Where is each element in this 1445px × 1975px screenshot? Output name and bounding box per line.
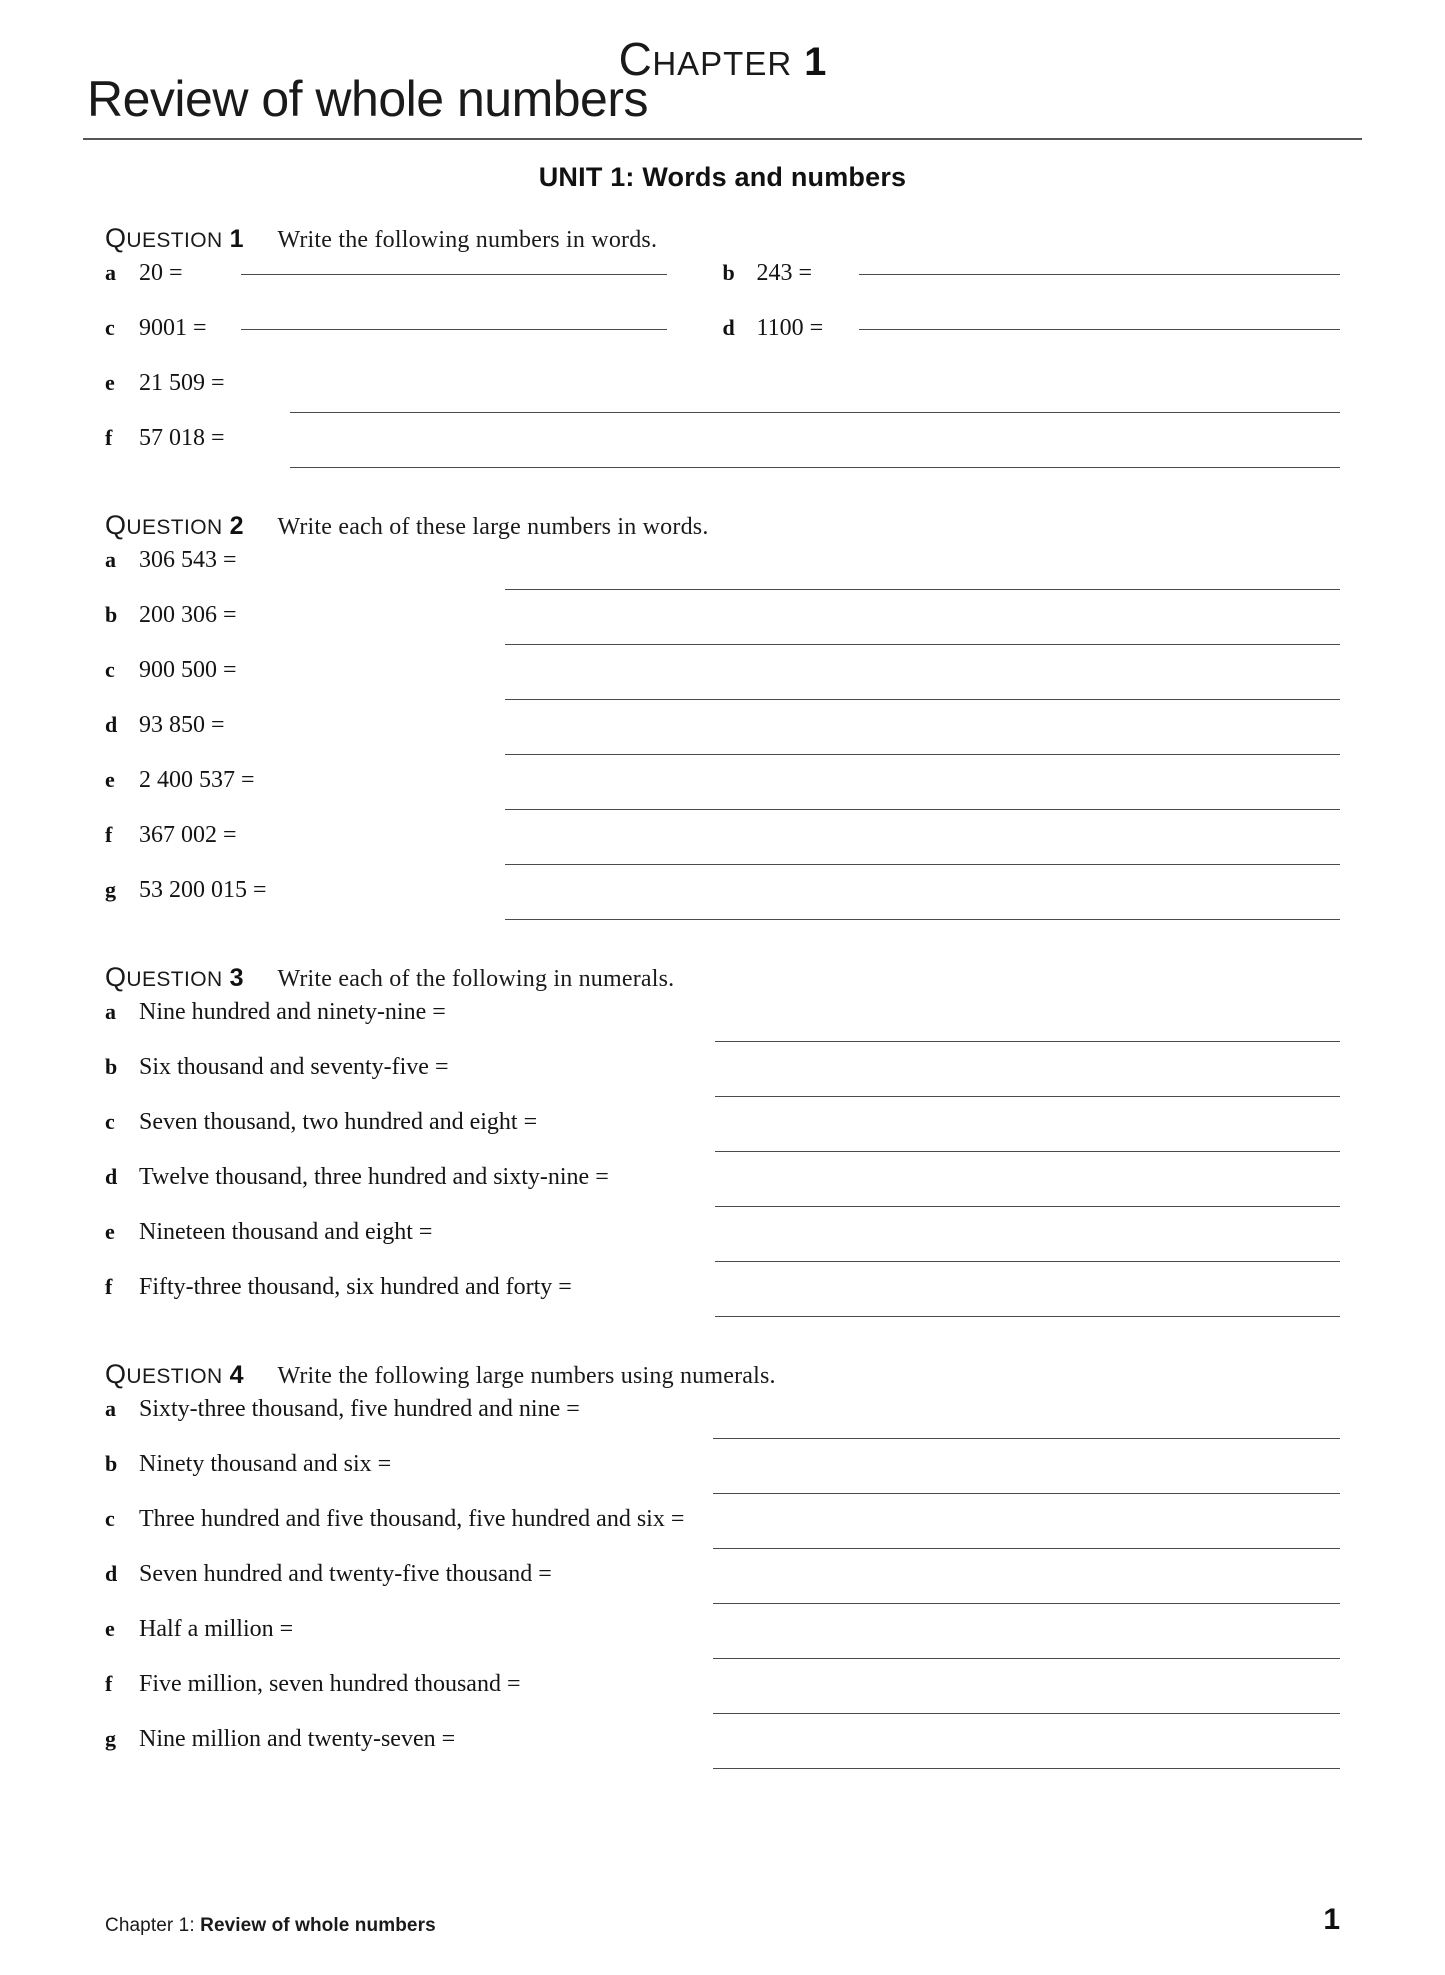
- item-text: 93 850 =: [139, 712, 225, 738]
- item-text: 367 002 =: [139, 822, 237, 848]
- question-label-1: [105, 223, 223, 254]
- item-d: [105, 1561, 1340, 1616]
- item-marker: e: [105, 1616, 115, 1641]
- chapter-number: 1: [804, 40, 827, 84]
- item-marker: d: [722, 315, 735, 340]
- answer-blank[interactable]: [505, 644, 1340, 645]
- question-label-4: [105, 1359, 223, 1390]
- item-f: [105, 425, 1340, 480]
- item-marker: c: [105, 315, 115, 340]
- item-e: [105, 1219, 1340, 1274]
- item-text: Fifty-three thousand, six hundred and forty =: [139, 1274, 572, 1300]
- answer-blank[interactable]: [713, 1438, 1340, 1439]
- item-a: [105, 547, 1340, 602]
- item-b: [105, 602, 1340, 657]
- question-header-3: [105, 962, 1340, 993]
- question-label-smallcaps: UESTION: [126, 229, 223, 252]
- question-label-capital: Q: [105, 510, 127, 540]
- question-label-capital: Q: [105, 1359, 127, 1389]
- item-c: [105, 315, 723, 342]
- item-text: Three hundred and five thousand, five hundred and six =: [139, 1506, 685, 1532]
- answer-blank[interactable]: [290, 467, 1340, 468]
- footer-chapter-prefix: Chapter 1:: [105, 1915, 195, 1936]
- item-lead: [105, 1054, 705, 1081]
- item-marker: b: [722, 260, 735, 285]
- item-text: Nine hundred and ninety-nine =: [139, 999, 446, 1025]
- item-text: Six thousand and seventy-five =: [139, 1054, 449, 1080]
- answer-blank[interactable]: [713, 1768, 1340, 1769]
- item-lead: [105, 1219, 705, 1246]
- item-lead: [105, 1396, 703, 1423]
- item-f: [105, 822, 1340, 877]
- item-marker: c: [105, 657, 115, 682]
- item-e: [105, 1616, 1340, 1671]
- item-text: Half a million =: [139, 1616, 294, 1642]
- item-lead: [105, 1506, 703, 1533]
- question-number-4: 4: [229, 1361, 244, 1389]
- question-header-4: [105, 1359, 1340, 1390]
- item-d: [105, 712, 1340, 767]
- question-label-capital: Q: [105, 962, 127, 992]
- item-b: [105, 1054, 1340, 1109]
- item-a: [105, 260, 723, 287]
- item-text: Sixty-three thousand, five hundred and nine =: [139, 1396, 580, 1422]
- item-lead: [105, 1561, 703, 1588]
- chapter-word-capital: C: [618, 33, 653, 85]
- unit-heading: UNIT 1: Words and numbers: [538, 162, 907, 192]
- item-lead: [105, 425, 280, 452]
- question-number-2: 2: [229, 512, 244, 540]
- item-text: Seven hundred and twenty-five thousand =: [139, 1561, 552, 1587]
- question-block-2: [105, 510, 1340, 932]
- question-block-4: [105, 1359, 1340, 1781]
- question-items-1: [105, 260, 1340, 480]
- question-prompt-1: Write the following numbers in words.: [277, 227, 658, 253]
- item-marker: c: [105, 1506, 115, 1531]
- item-text: 9001 =: [139, 315, 207, 341]
- question-header-2: [105, 510, 1340, 541]
- item-lead: [105, 657, 495, 684]
- item-marker: c: [105, 1109, 115, 1134]
- item-marker: a: [105, 1396, 116, 1421]
- question-items-4: [105, 1396, 1340, 1781]
- question-label-smallcaps: UESTION: [126, 1365, 223, 1388]
- item-c: [105, 1506, 1340, 1561]
- answer-blank[interactable]: [713, 1548, 1340, 1549]
- item-text: 243 =: [756, 260, 813, 286]
- item-d: [105, 1164, 1340, 1219]
- answer-blank[interactable]: [713, 1603, 1340, 1604]
- item-marker: g: [105, 1726, 116, 1751]
- item-a: [105, 999, 1340, 1054]
- item-f: [105, 1274, 1340, 1329]
- item-marker: b: [105, 602, 118, 627]
- page-number: 1: [1323, 1903, 1340, 1936]
- question-number-1: 1: [229, 225, 244, 253]
- answer-blank[interactable]: [713, 1493, 1340, 1494]
- item-marker: b: [105, 1451, 118, 1476]
- answer-blank[interactable]: [505, 919, 1340, 920]
- item-text: 57 018 =: [139, 425, 225, 451]
- question-prompt-4: Write the following large numbers using numerals.: [277, 1363, 776, 1389]
- answer-blank[interactable]: [505, 754, 1340, 755]
- answer-blank[interactable]: [715, 1151, 1340, 1152]
- item-text: 2 400 537 =: [139, 767, 255, 793]
- item-marker: b: [105, 1054, 118, 1079]
- item-lead: [105, 767, 495, 794]
- item-c: [105, 657, 1340, 712]
- item-marker: f: [105, 1274, 113, 1299]
- question-label-2: [105, 510, 223, 541]
- item-text: Nineteen thousand and eight =: [139, 1219, 433, 1245]
- item-lead: [105, 1616, 703, 1643]
- item-c: [105, 1109, 1340, 1164]
- item-lead: [105, 877, 495, 904]
- item-marker: g: [105, 877, 116, 902]
- item-lead: [105, 1164, 705, 1191]
- answer-blank[interactable]: [715, 1041, 1340, 1042]
- item-g: [105, 877, 1340, 932]
- item-marker: a: [105, 260, 116, 285]
- question-prompt-3: Write each of the following in numerals.: [277, 966, 675, 992]
- page-masthead: [87, 32, 1340, 142]
- item-g: [105, 1726, 1340, 1781]
- item-marker: f: [105, 1671, 113, 1696]
- item-text: 1100 =: [756, 315, 824, 341]
- answer-blank[interactable]: [715, 1206, 1340, 1207]
- item-text: 53 200 015 =: [139, 877, 267, 903]
- item-lead: [105, 602, 495, 629]
- item-marker: e: [105, 1219, 115, 1244]
- item-d: [723, 315, 1341, 342]
- item-lead: [105, 547, 495, 574]
- item-marker: d: [105, 712, 118, 737]
- question-prompt-2: Write each of these large numbers in words.: [277, 514, 709, 540]
- question-block-1: [105, 223, 1340, 480]
- question-items-2: [105, 547, 1340, 932]
- item-row: [105, 315, 1340, 370]
- footer-breadcrumb: [105, 1915, 436, 1937]
- answer-blank[interactable]: [713, 1658, 1340, 1659]
- answer-blank[interactable]: [505, 809, 1340, 810]
- item-marker: f: [105, 425, 113, 450]
- item-text: Seven thousand, two hundred and eight =: [139, 1109, 538, 1135]
- question-label-capital: Q: [105, 223, 127, 253]
- item-lead: [105, 1109, 705, 1136]
- question-header-1: [105, 223, 1340, 254]
- question-label-smallcaps: UESTION: [126, 516, 223, 539]
- page-footer: [105, 1903, 1340, 1937]
- answer-blank[interactable]: [241, 329, 667, 330]
- answer-blank[interactable]: [715, 1096, 1340, 1097]
- item-text: Nine million and twenty-seven =: [139, 1726, 456, 1752]
- answer-blank[interactable]: [715, 1261, 1340, 1262]
- item-lead: [105, 1451, 703, 1478]
- item-e: [105, 370, 1340, 425]
- item-f: [105, 1671, 1340, 1726]
- item-text: 200 306 =: [139, 602, 237, 628]
- item-marker: e: [105, 370, 115, 395]
- item-text: Five million, seven hundred thousand =: [139, 1671, 521, 1697]
- item-e: [105, 767, 1340, 822]
- item-a: [105, 1396, 1340, 1451]
- item-marker: a: [105, 999, 116, 1024]
- answer-blank[interactable]: [859, 329, 1341, 330]
- item-b: [723, 260, 1341, 287]
- item-text: 900 500 =: [139, 657, 237, 683]
- item-marker: d: [105, 1561, 118, 1586]
- item-lead: [105, 999, 705, 1026]
- item-lead: [105, 370, 280, 397]
- item-marker: a: [105, 547, 116, 572]
- item-lead: [105, 1274, 705, 1301]
- item-marker: f: [105, 822, 113, 847]
- answer-blank[interactable]: [715, 1316, 1340, 1317]
- answer-blank[interactable]: [505, 699, 1340, 700]
- item-lead: [105, 712, 495, 739]
- page-title: Review of whole numbers: [87, 71, 648, 127]
- item-text: Twelve thousand, three hundred and sixty-nine =: [139, 1164, 609, 1190]
- item-text: 306 543 =: [139, 547, 237, 573]
- item-lead: [105, 822, 495, 849]
- answer-blank[interactable]: [713, 1713, 1340, 1714]
- item-marker: e: [105, 767, 115, 792]
- question-label-3: [105, 962, 223, 993]
- item-lead: [105, 1726, 703, 1753]
- question-items-3: [105, 999, 1340, 1329]
- item-row: [105, 260, 1340, 315]
- chapter-word-smallcaps: HAPTER: [652, 45, 793, 82]
- question-number-3: 3: [229, 964, 244, 992]
- answer-blank[interactable]: [505, 864, 1340, 865]
- answer-blank[interactable]: [505, 589, 1340, 590]
- item-text: 20 =: [139, 260, 183, 286]
- item-text: Ninety thousand and six =: [139, 1451, 392, 1477]
- header-divider: [83, 138, 1362, 140]
- answer-blank[interactable]: [241, 274, 667, 275]
- item-text: 21 509 =: [139, 370, 225, 396]
- footer-chapter-title: Review of whole numbers: [200, 1915, 436, 1936]
- answer-blank[interactable]: [859, 274, 1341, 275]
- question-block-3: [105, 962, 1340, 1329]
- item-lead: [105, 1671, 703, 1698]
- question-label-smallcaps: UESTION: [126, 968, 223, 991]
- item-b: [105, 1451, 1340, 1506]
- item-marker: d: [105, 1164, 118, 1189]
- answer-blank[interactable]: [290, 412, 1340, 413]
